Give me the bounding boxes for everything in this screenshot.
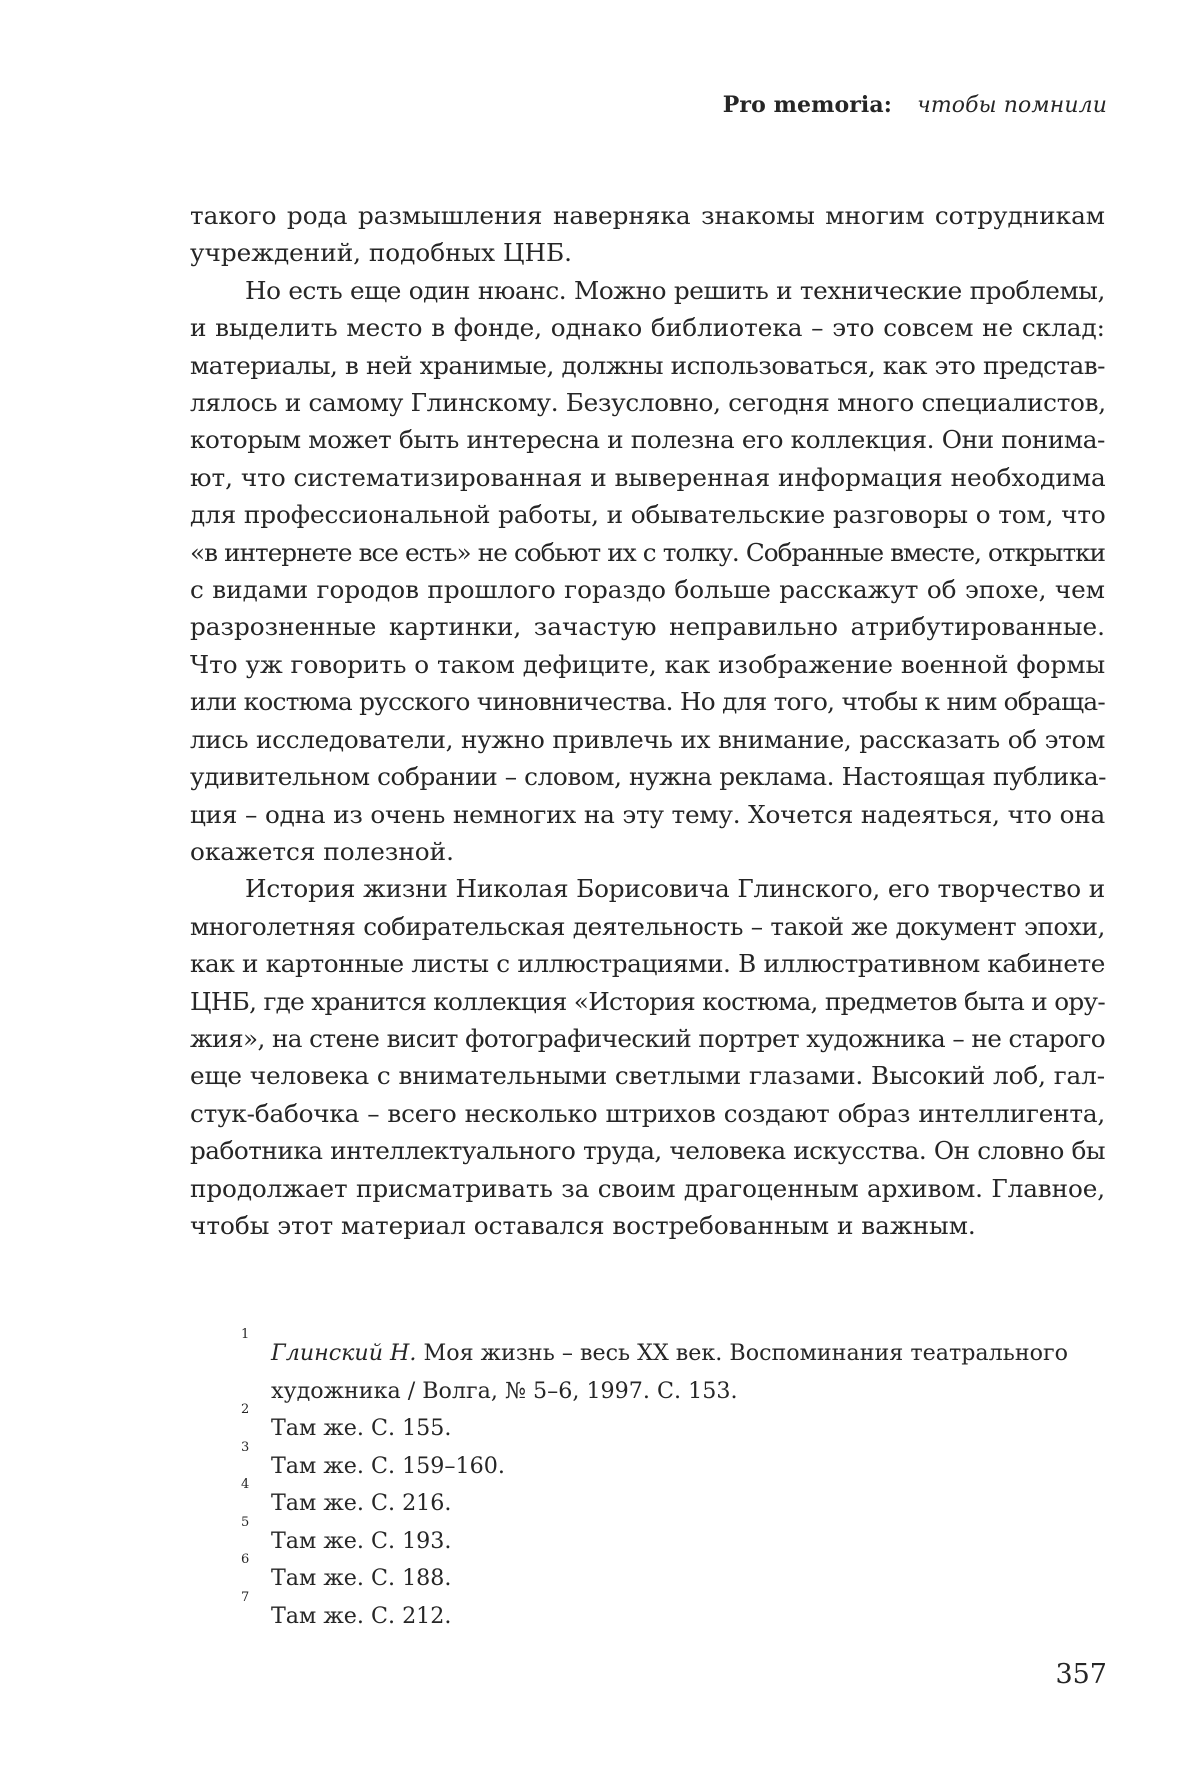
text-line: Но есть еще один нюанс. Можно решить и технические проблемы,: [245, 275, 1105, 305]
text-line: и выделить место в фонде, однако библиотека – это совсем не склад:: [190, 313, 1105, 343]
footnote-5: [241, 1514, 1106, 1561]
paragraph-1: [190, 197, 1105, 272]
paragraph-2: [190, 272, 1105, 871]
text-line: материалы, в ней хранимые, должны использоваться, как это представ-: [190, 350, 1105, 380]
text-line: стук-бабочка – всего несколько штрихов создают образ интеллигента,: [190, 1098, 1105, 1128]
running-head: [723, 92, 1107, 118]
footnote-mark: 4: [241, 1477, 250, 1492]
footnote-line: Там же. С. 155.: [271, 1415, 452, 1441]
text-line: разрозненные картинки, зачастую неправильно атрибутированные.: [190, 612, 1105, 642]
text-line: лялось и самому Глинскому. Безусловно, сегодня много специалистов,: [190, 388, 1106, 418]
footnote-author: Глинский Н.: [271, 1340, 417, 1366]
text-line: лись исследователи, нужно привлечь их внимание, рассказать об этом: [190, 724, 1105, 754]
page-number: 357: [1055, 1659, 1107, 1690]
text-line: такого рода размышления наверняка знакомы многим сотрудникам: [190, 201, 1105, 230]
text-line: с видами городов прошлого гораздо больше расскажут об эпохе, чем: [190, 575, 1105, 605]
footnote-mark: 2: [241, 1402, 250, 1417]
body-text: [190, 197, 1105, 1244]
text-line: История жизни Николая Борисовича Глинского, его творчество и: [245, 874, 1105, 904]
footnote-line: Там же. С. 159–160.: [271, 1452, 505, 1479]
text-line: многолетняя собирательская деятельность – такой же документ эпохи,: [190, 911, 1105, 941]
footnote-line: Моя жизнь – весь XX век. Воспоминания театрального: [416, 1340, 1068, 1366]
text-line: ЦНБ, где хранится коллекция «История костюма, предметов быта и ору-: [190, 986, 1105, 1016]
text-line: работника интеллектуального труда, человека искусства. Он словно бы: [190, 1136, 1105, 1166]
running-head-title: Pro memoria:: [722, 92, 892, 118]
footnote-6: [241, 1552, 1106, 1598]
footnote-text: [271, 1335, 1106, 1373]
text-line: продолжает присматривать за своим драгоценным архивом. Главное,: [190, 1173, 1105, 1203]
text-line: для профессиональной работы, и обывательские разговоры о том, что: [190, 500, 1106, 530]
footnote-mark: 5: [241, 1514, 250, 1530]
footnote-3: [241, 1439, 1106, 1486]
footnote-line: художника / Волга, № 5–6, 1997. С. 153.: [271, 1377, 738, 1404]
paragraph-3: [190, 870, 1105, 1244]
footnote-mark: 3: [241, 1439, 250, 1455]
text-line: как и картонные листы с иллюстрациями. В иллюстративном кабинете: [190, 949, 1105, 979]
footnote-line: Там же. С. 216.: [271, 1490, 452, 1516]
text-line: учреждений, подобных ЦНБ.: [190, 238, 573, 268]
footnote-4: [241, 1477, 1106, 1523]
footnote-line: Там же. С. 188.: [271, 1565, 452, 1591]
footnote-mark: 7: [241, 1589, 250, 1605]
text-line: удивительном собрании – словом, нужна реклама. Настоящая публика-: [190, 762, 1107, 792]
footnote-1: [241, 1327, 1106, 1410]
text-line: еще человека с внимательными светлыми глазами. Высокий лоб, гал-: [190, 1061, 1105, 1091]
text-line: ют, что систематизированная и выверенная информация необходима: [190, 462, 1106, 492]
text-line: окажется полезной.: [190, 836, 454, 866]
footnotes: [241, 1327, 1106, 1635]
footnote-7: [241, 1589, 1106, 1636]
footnote-mark: 1: [241, 1327, 250, 1342]
running-head-subtitle: чтобы помнили: [917, 93, 1107, 118]
text-line: Что уж говорить о таком дефиците, как изображение военной формы: [190, 649, 1106, 679]
footnote-mark: 6: [241, 1552, 250, 1567]
text-line: «в интернете все есть» не собьют их с толку. Собранные вместе, открытки: [190, 537, 1105, 567]
text-line: или костюма русского чиновничества. Но для того, чтобы к ним обраща-: [190, 687, 1105, 717]
footnote-line: Там же. С. 212.: [271, 1602, 452, 1629]
text-line: жия», на стене висит фотографический портрет художника – не старого: [190, 1023, 1105, 1053]
text-line: ция – одна из очень немногих на эту тему. Хочется надеяться, что она: [190, 799, 1105, 829]
text-line: чтобы этот материал оставался востребованным и важным.: [190, 1210, 976, 1240]
footnote-line: Там же. С. 193.: [271, 1527, 452, 1554]
footnote-2: [241, 1402, 1106, 1448]
text-line: которым может быть интересна и полезна его коллекция. Они понима-: [190, 425, 1105, 455]
